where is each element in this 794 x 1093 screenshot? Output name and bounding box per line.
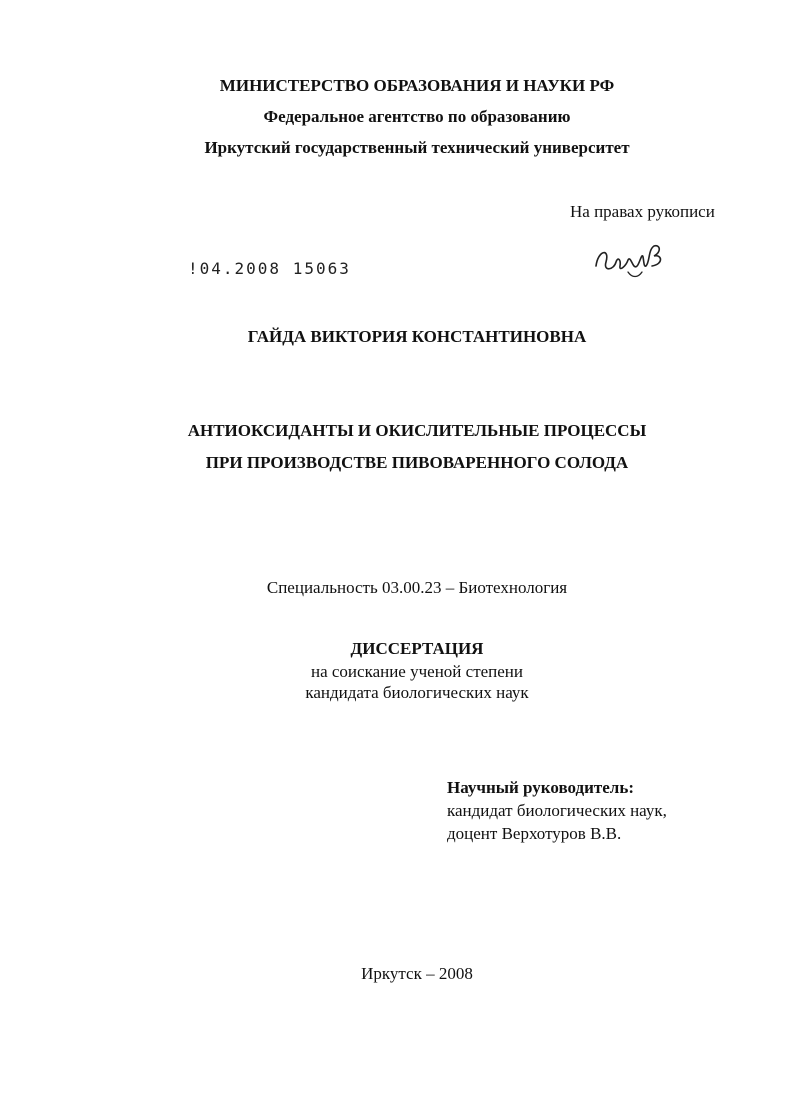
manuscript-note: На правах рукописи [570,202,715,221]
author-name: ГАЙДА ВИКТОРИЯ КОНСТАНТИНОВНА [247,327,587,346]
dissertation-title-line-2: ПРИ ПРОИЗВОДСТВЕ ПИВОВАРЕННОГО СОЛОДА [205,453,629,472]
city-year: Иркутск – 2008 [361,964,473,983]
handwritten-signature [588,236,668,282]
document-type: ДИССЕРТАЦИЯ [350,639,484,658]
supervisor-name: доцент Верхотуров В.В. [447,824,622,843]
dissertation-title-line-1: АНТИОКСИДАНТЫ И ОКИСЛИТЕЛЬНЫЕ ПРОЦЕССЫ [187,421,647,440]
archive-stamp-number: !04.2008 15063 [188,259,351,278]
supervisor-block [447,776,667,845]
supervisor-heading: Научный руководитель: [447,778,634,797]
degree-line-1: на соискание ученой степени [310,662,524,681]
specialty-line: Специальность 03.00.23 – Биотехнология [266,578,568,597]
agency-heading: Федеральное агентство по образованию [263,107,571,126]
ministry-heading: МИНИСТЕРСТВО ОБРАЗОВАНИЯ И НАУКИ РФ [219,76,615,95]
university-heading: Иркутский государственный технический университет [204,138,630,157]
supervisor-degree: кандидат биологических наук, [447,801,667,820]
degree-line-2: кандидата биологических наук [305,683,529,702]
